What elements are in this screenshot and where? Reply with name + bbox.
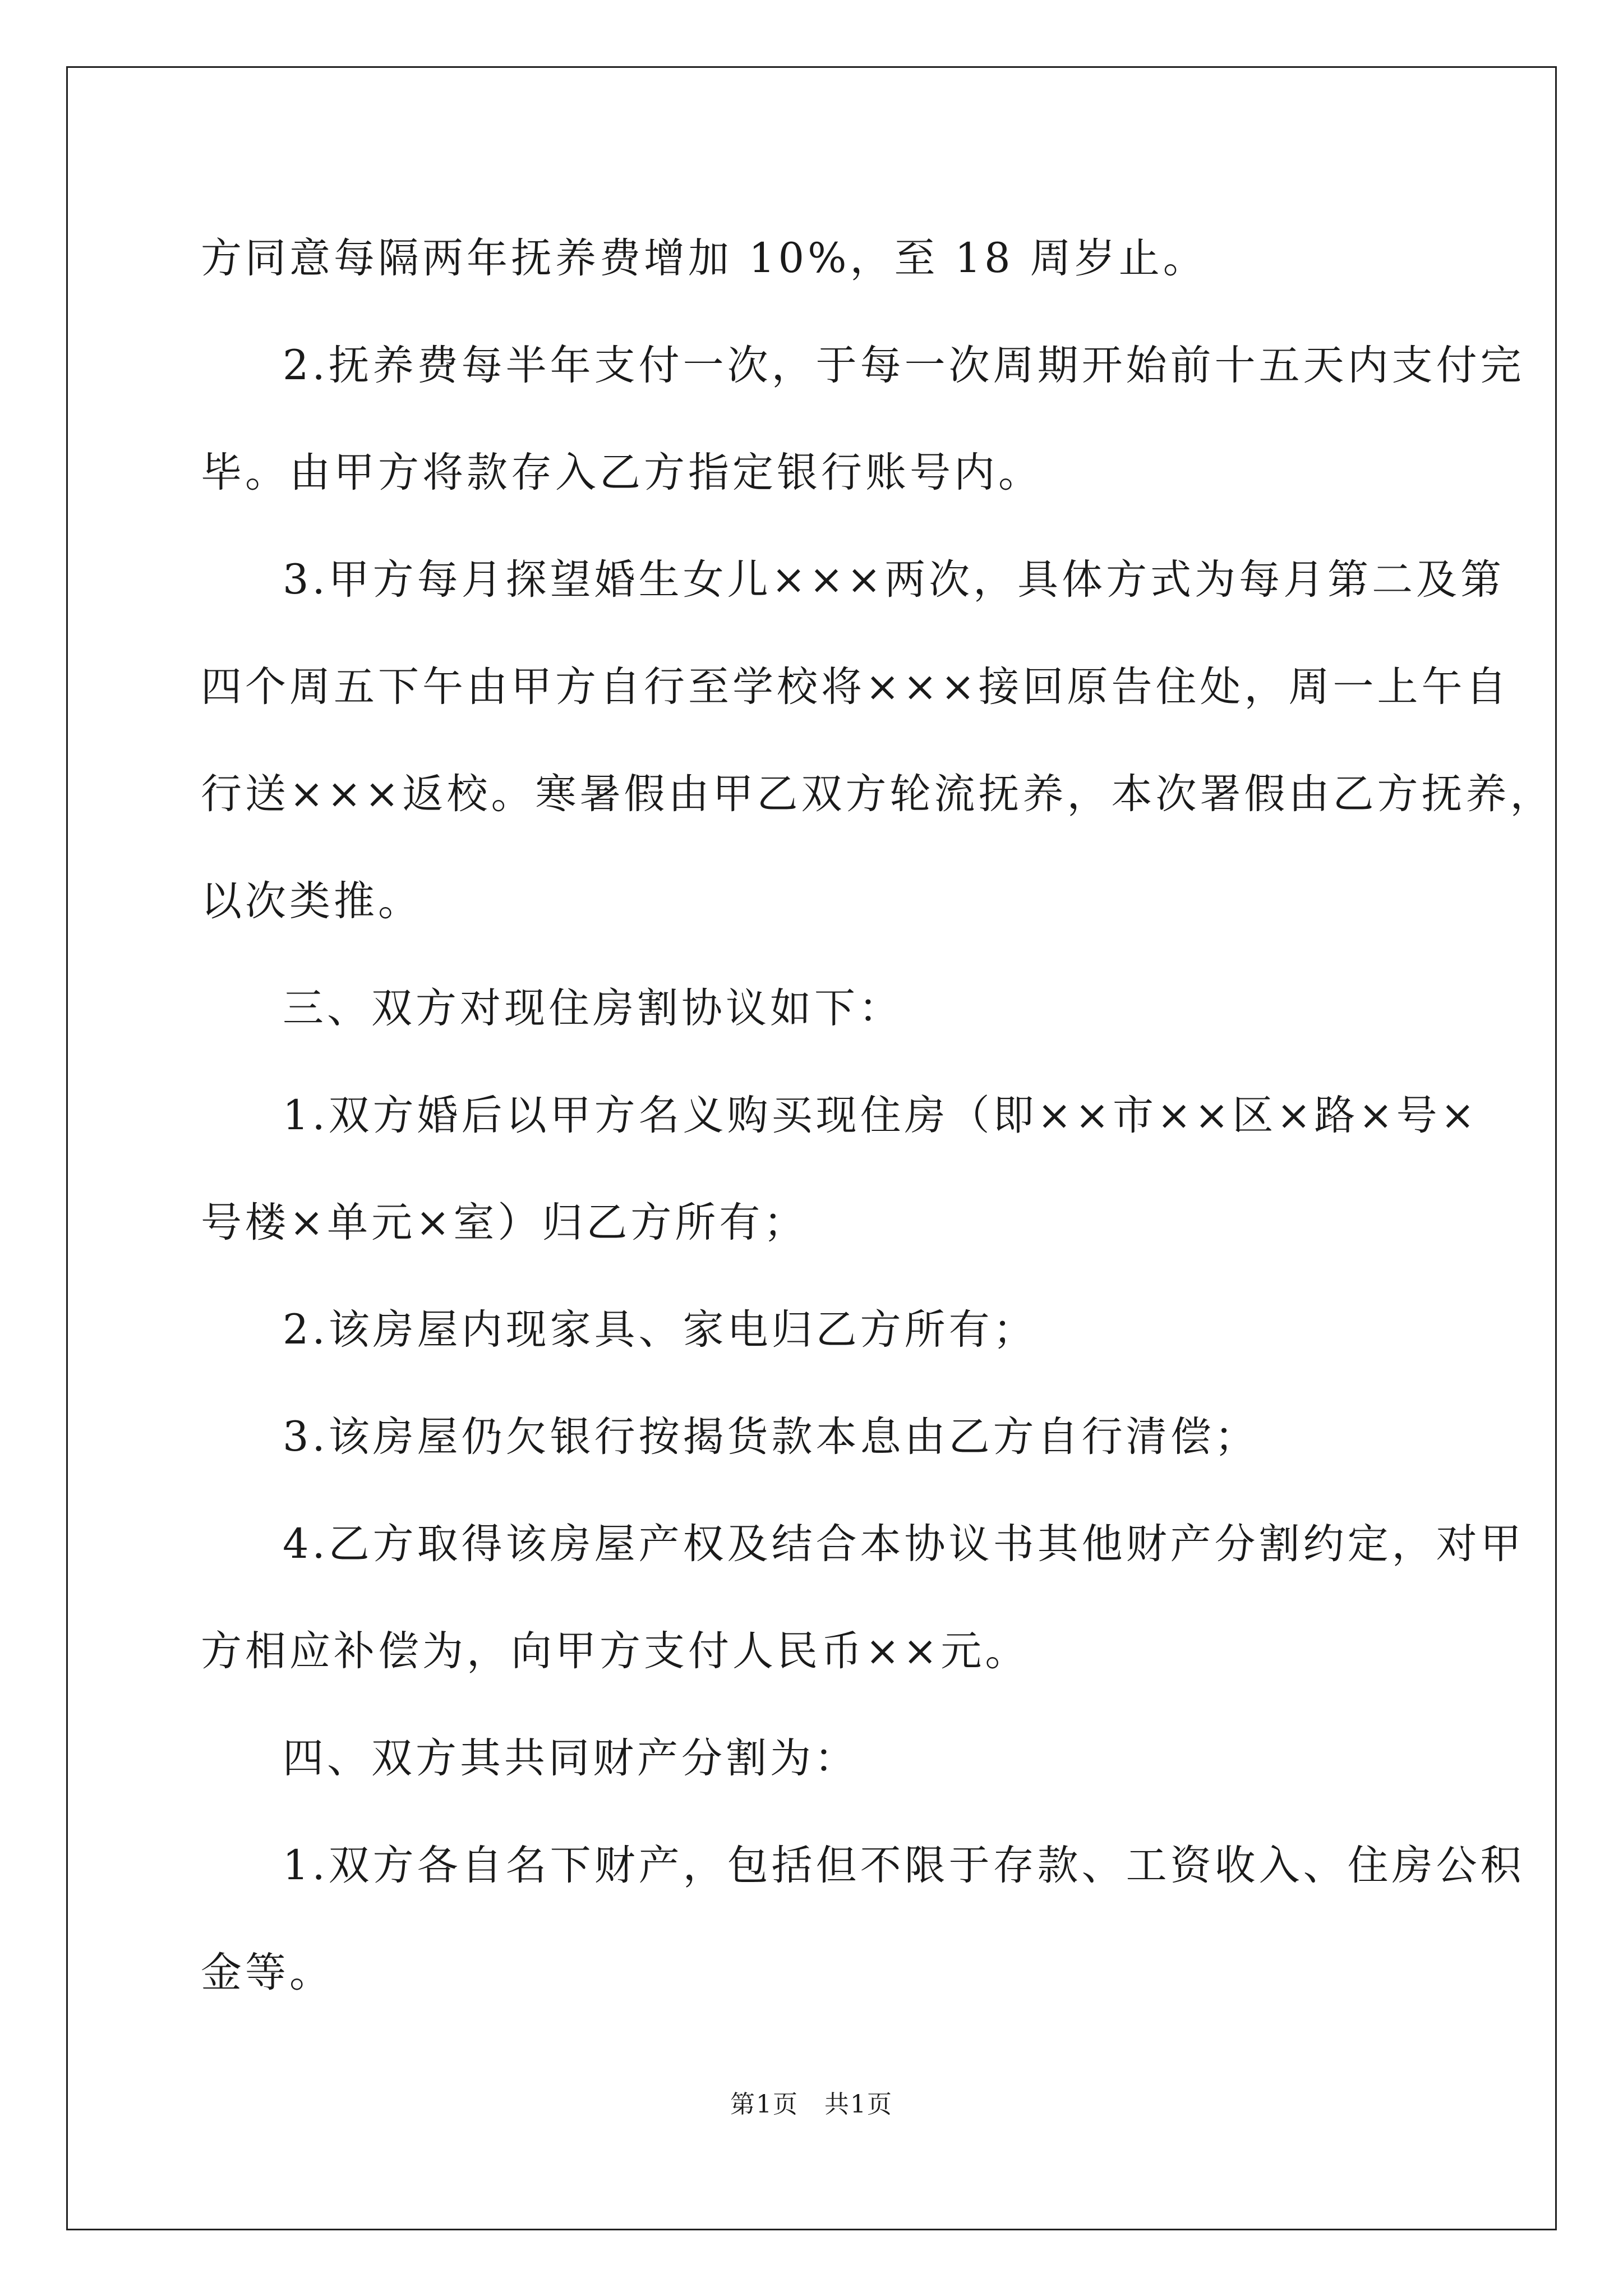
- body-line-12: 3.该房屋仍欠银行按揭货款本息由乙方自行清偿；: [283, 1413, 1259, 1461]
- body-line-11: 2.该房屋内现家具、家电归乙方所有；: [283, 1306, 1038, 1354]
- body-line-2: 2.抚养费每半年支付一次，于每一次周期开始前十五天内支付完: [283, 342, 1525, 389]
- body-line-3: 毕。由甲方将款存入乙方指定银行账号内。: [201, 449, 1043, 496]
- body-line-14: 方相应补偿为，向甲方支付人民币××元。: [201, 1627, 1030, 1675]
- body-line-4: 3.甲方每月探望婚生女儿×××两次，具体方式为每月第二及第: [283, 556, 1505, 604]
- body-line-16: 1.双方各自名下财产，包括但不限于存款、工资收入、住房公积: [283, 1842, 1525, 1889]
- body-line-17: 金等。: [201, 1949, 334, 1996]
- section-heading-four: 四、双方其共同财产分割为：: [283, 1734, 859, 1782]
- body-line-13: 4.乙方取得该房屋产权及结合本协议书其他财产分割约定，对甲: [283, 1520, 1525, 1568]
- body-line-5: 四个周五下午由甲方自行至学校将×××接回原告住处，周一上午自: [201, 663, 1510, 711]
- document-body: [201, 205, 1555, 2026]
- section-heading-three: 三、双方对现住房割协议如下：: [283, 984, 903, 1032]
- body-line-7: 以次类推。: [201, 877, 422, 925]
- page-number-footer: 第1页 共1页: [730, 2090, 893, 2119]
- body-line-6: 行送×××返校。寒暑假由甲乙双方轮流抚养，本次署假由乙方抚养，: [201, 770, 1555, 818]
- body-line-1: 方同意每隔两年抚养费增加 10%，至 18 周岁止。: [201, 234, 1207, 282]
- body-line-10: 号楼×单元×室）归乙方所有；: [201, 1199, 808, 1246]
- body-line-9: 1.双方婚后以甲方名义购买现住房（即××市××区×路×号×: [283, 1092, 1478, 1139]
